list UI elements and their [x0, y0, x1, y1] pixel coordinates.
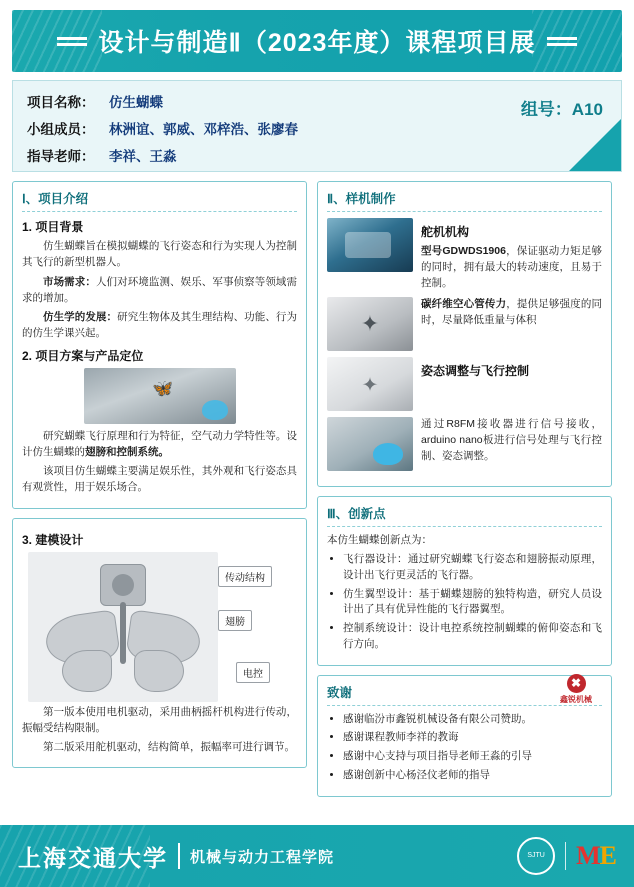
background-paragraph-2 — [22, 274, 297, 307]
me-logo-e: E — [599, 841, 616, 870]
project-name-label: 项目名称： — [27, 95, 95, 110]
modeling-paragraph-2: 第二版采用舵机驱动，结构简单，振幅率可进行调节。 — [43, 741, 295, 754]
market-demand-text: 人们对环境监测、娱乐、军事侦察等领域需求的增加。 — [22, 275, 298, 304]
list-item: • 感谢课程教师李祥的教诲 — [343, 730, 602, 746]
background-paragraph-1: 仿生蝴蝶旨在模拟蝴蝶的飞行姿态和行为实现人为控制其飞行的新型机器人。 — [22, 240, 297, 269]
prototype-item-3 — [327, 357, 602, 411]
acknowledgement-list — [327, 712, 602, 784]
list-item: • 感谢临汾市鑫锐机械设备有限公司赞助。 — [343, 712, 602, 728]
section-title-modeling: 3. 建模设计 — [22, 532, 84, 547]
prototype-text-3 — [421, 357, 529, 383]
body-stem-shape — [120, 602, 126, 664]
modeling-diagram — [22, 552, 297, 702]
scheme-text-a: 研究蝴蝶飞行原理和行为特征，空气动力学特性等。设计仿生蝴蝶的 — [22, 429, 297, 458]
carbon-tube-text: ，提供足够强度的同时，尽量降低重量与体积 — [421, 298, 602, 326]
callout-wings: 翅膀 — [218, 610, 252, 631]
wing-lower-right-shape — [134, 650, 184, 692]
prototype-text-2 — [421, 297, 602, 329]
servo-model-text: ，保证驱动力矩足够的同时，拥有最大的转动速度，且易于控制。 — [421, 245, 602, 289]
scheme-paragraph-1 — [22, 428, 297, 461]
list-item: • 控制系统设计：设计电控系统控制蝴蝶的俯仰姿态和飞行方向。 — [343, 621, 602, 653]
panel-title-intro: Ⅰ、项目介绍 — [22, 189, 297, 212]
university-seal-icon: SJTU — [517, 837, 555, 875]
prototype-text-1 — [421, 218, 602, 291]
footer-banner — [0, 825, 634, 887]
modeling-canvas — [28, 552, 218, 702]
servo-model-keyword: 型号GDWDS1906 — [421, 245, 506, 257]
market-demand-keyword: 市场需求： — [43, 275, 96, 288]
prototype-item-4 — [327, 417, 602, 471]
project-info-block — [12, 80, 622, 172]
callout-transmission: 传动结构 — [218, 566, 272, 587]
scheme-keyword: 翅膀和控制系统。 — [85, 445, 169, 458]
banner-dash-left — [57, 34, 87, 49]
list-item: • 飞行器设计：通过研究蝴蝶飞行姿态和翅膀振动原理，设计出飞行更灵活的飞行器。 — [343, 552, 602, 584]
section-title-background: 1. 项目背景 — [22, 220, 84, 234]
footer-logos — [517, 837, 616, 875]
panel-title-innovation: Ⅲ、创新点 — [327, 504, 602, 527]
group-number: 组号：A10 — [520, 100, 603, 119]
prototype-heading-3: 姿态调整与飞行控制 — [421, 364, 530, 379]
panel-modeling — [12, 518, 307, 769]
blue-object-shape — [202, 400, 228, 420]
sponsor-name: 鑫锐机械 — [560, 694, 592, 704]
members-row — [27, 118, 607, 138]
list-item: • 仿生翼型设计：基于蝴蝶翅膀的独特构造，研究人员设计出了具有优异性能的飞行器翼型。 — [343, 587, 602, 619]
logo-divider — [565, 842, 566, 870]
panel-project-intro — [12, 181, 307, 509]
sponsor-mark-icon: ✖ — [567, 674, 586, 693]
prototype-item-1 — [327, 218, 602, 291]
prototype-photo-servo — [327, 218, 413, 272]
sponsor-logo — [545, 674, 607, 705]
banner-dash-right — [547, 34, 577, 49]
innovation-lead: 本仿生蝴蝶创新点为： — [327, 534, 432, 547]
right-column — [317, 181, 612, 806]
wing-lower-left-shape — [62, 650, 112, 692]
advisor-label: 指导老师： — [27, 149, 95, 164]
prototype-photo-carbon-tube — [327, 297, 413, 351]
butterfly-photo — [84, 368, 236, 424]
transmission-part-shape — [100, 564, 146, 606]
panel-title-prototype: Ⅱ、样机制作 — [327, 189, 602, 212]
me-logo-m: M — [576, 841, 600, 870]
prototype-item-2 — [327, 297, 602, 351]
me-logo — [576, 841, 616, 871]
panel-prototype — [317, 181, 612, 487]
content-columns — [12, 181, 622, 806]
header-banner — [12, 10, 622, 72]
prototype-heading-1: 舵机机构 — [421, 225, 470, 239]
advisor-value: 李祥、王淼 — [109, 149, 177, 164]
footer-divider — [178, 843, 180, 869]
carbon-tube-keyword: 碳纤维空心管传力 — [421, 298, 507, 311]
modeling-paragraph-1: 第一版本使用电机驱动，采用曲柄摇杆机构进行传动，振幅受结构限制。 — [22, 705, 297, 734]
background-paragraph-3 — [22, 309, 297, 342]
bionics-keyword: 仿生学的发展： — [43, 311, 118, 324]
section-title-scheme: 2. 项目方案与产品定位 — [22, 348, 144, 363]
bionics-text: 研究生物体及其生理结构、功能、行为的仿生学课兴起。 — [22, 311, 297, 340]
list-item: • 感谢创新中心杨泾伩老师的指导 — [343, 768, 602, 784]
members-value: 林洲谊、郭威、邓梓浩、张廖春 — [109, 122, 298, 137]
scheme-paragraph-2: 该项目仿生蝴蝶主要满足娱乐性，其外观和飞行姿态具有观赏性，用于娱乐场合。 — [22, 465, 297, 494]
panel-innovation — [317, 496, 612, 665]
project-name-value: 仿生蝴蝶 — [109, 95, 163, 110]
panel-acknowledgement — [317, 675, 612, 797]
prototype-photo-attitude — [327, 357, 413, 411]
members-label: 小组成员： — [27, 122, 95, 137]
prototype-photo-flight-control — [327, 417, 413, 471]
school-name: 机械与动力工程学院 — [190, 848, 335, 866]
panel-title-acknowledgement: 致谢 — [327, 683, 602, 706]
left-column — [12, 181, 307, 806]
prototype-text-4: 通过R8FM接收器进行信号接收，arduino nano板进行信号处理与飞行控制、姿态调整。 — [421, 418, 602, 462]
butterfly-icon: 🦋 — [151, 378, 174, 398]
innovation-list — [327, 552, 602, 653]
banner-title: 设计与制造Ⅱ（2023年度）课程项目展 — [98, 29, 536, 57]
callout-electronics: 电控 — [236, 662, 270, 683]
university-name: 上海交通大学 — [18, 844, 168, 871]
advisor-row — [27, 145, 607, 165]
list-item: • 感谢中心支持与项目指导老师王淼的引导 — [343, 749, 602, 765]
